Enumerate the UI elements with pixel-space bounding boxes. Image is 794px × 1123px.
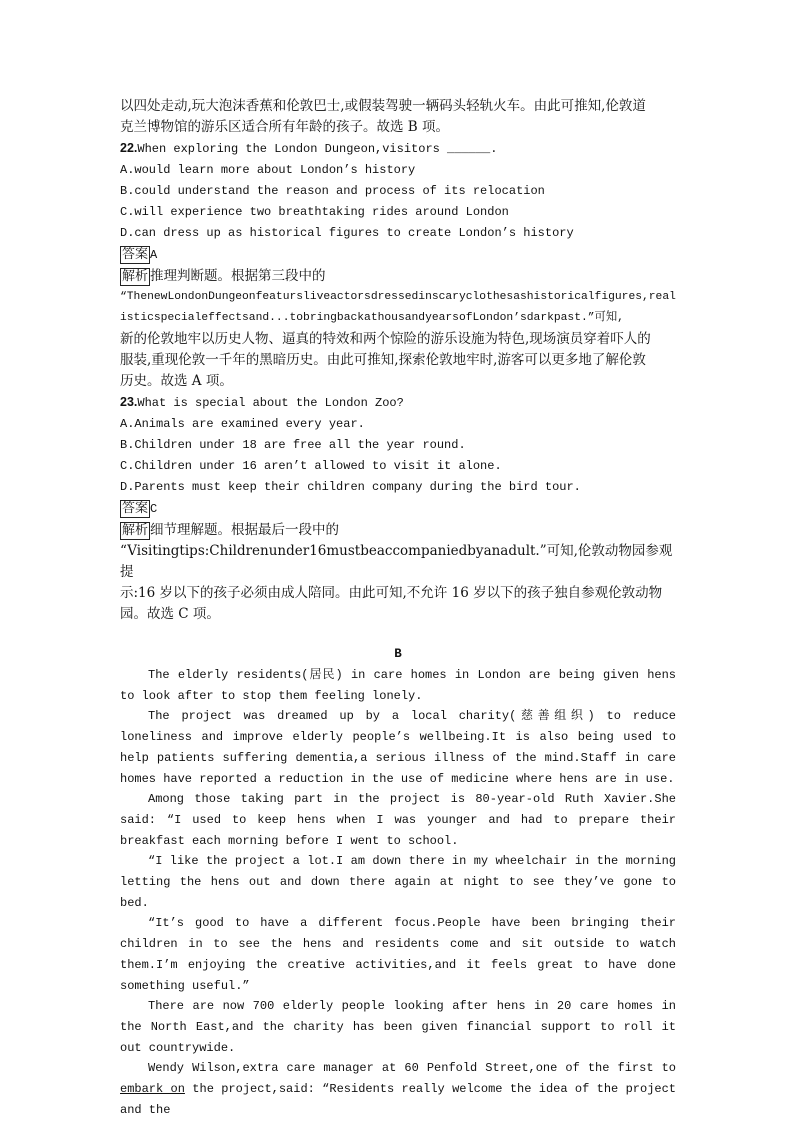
passage-paragraph: The project was dreamed up by a local charity(慈善组织) to reduce loneliness and improve elderly people’s wellbeing.It is also being used to help patients suffering dementia,a serious illness of the mind.Staff in care homes have reported a reduction in the use of medicine where hens are in use.	[120, 709, 676, 786]
intro-explanation	[120, 96, 676, 138]
analysis-line: 历史。故选 A 项。	[120, 373, 233, 389]
analysis-line: 示:16 岁以下的孩子必须由成人陪同。由此可知,不允许 16 岁以下的孩子独自参观伦敦动物	[120, 585, 663, 601]
question-number: 23.	[120, 395, 138, 409]
passage-text: the project,said: “Residents really welcome the idea of the project and the	[120, 1082, 676, 1117]
option-d: D.Parents must keep their children company during the bird tour.	[120, 480, 581, 494]
option-a: A.would learn more about London’s history	[120, 163, 416, 177]
passage-b	[120, 665, 676, 1120]
analysis-line: 服装,重现伦敦一千年的黑暗历史。由此可推知,探索伦敦地牢时,游客可以更多地了解伦敦	[120, 352, 646, 368]
analysis-head: 细节理解题。根据最后一段中的	[150, 522, 340, 538]
analysis-line: 新的伦敦地牢以历史人物、逼真的特效和两个惊险的游乐设施为特色,现场演员穿着吓人的	[120, 331, 651, 347]
analysis-tag: 解析	[122, 269, 149, 284]
passage-paragraph: Among those taking part in the project is 80-year-old Ruth Xavier.She said: “I used to keep hens when I was younger and had to prepare their breakfast each morning before I went to school.	[120, 792, 676, 848]
document-page	[120, 96, 676, 1120]
option-c: C.will experience two breathtaking rides around London	[120, 205, 509, 219]
passage-paragraph: There are now 700 elderly people looking after hens in 20 care homes in the North East,and the charity has been given financial support to roll it out countrywide.	[120, 999, 676, 1055]
question-23	[120, 392, 676, 625]
answer-value: C	[150, 502, 158, 516]
explanation-line: 克兰博物馆的游乐区适合所有年龄的孩子。故选 B 项。	[120, 119, 450, 135]
option-b: B.could understand the reason and process of its relocation	[120, 184, 545, 198]
underlined-phrase: embark on	[120, 1082, 185, 1097]
analysis-quote: “ThenewLondonDungeonfeatursliveactorsdressedinscaryclothesashistoricalfigures,realisticspecialeffectsand...tobringbackathousandyearsofLondon’sdarkpast.”可知,	[120, 291, 676, 324]
answer-value: A	[150, 248, 158, 262]
option-c: C.Children under 16 aren’t allowed to visit it alone.	[120, 459, 502, 473]
answer-tag: 答案	[122, 247, 149, 262]
passage-paragraph: “I like the project a lot.I am down there in my wheelchair in the morning letting the hens out and down there again at night to see they’ve gone to bed.	[120, 854, 676, 910]
question-stem: When exploring the London Dungeon,visitors ______.	[137, 142, 498, 156]
option-a: A.Animals are examined every year.	[120, 417, 365, 431]
analysis-tag: 解析	[122, 523, 149, 538]
analysis-head: 推理判断题。根据第三段中的	[150, 268, 326, 284]
option-b: B.Children under 18 are free all the year round.	[120, 438, 466, 452]
passage-paragraph: The elderly residents(居民) in care homes in London are being given hens to look after to stop them feeling lonely.	[120, 668, 676, 703]
passage-title: B	[394, 647, 402, 661]
passage-text: Wendy Wilson,extra care manager at 60 Penfold Street,one of the first to	[148, 1061, 676, 1076]
passage-paragraph: “It’s good to have a different focus.People have been bringing their children in to see the hens and residents come and sit outside to watch them.I’m enjoying the creative activities,and it feels great to have done something useful.”	[120, 916, 676, 993]
analysis-line: 园。故选 C 项。	[120, 606, 220, 622]
explanation-line: 以四处走动,玩大泡沫香蕉和伦敦巴士,或假装驾驶一辆码头轻轨火车。由此可推知,伦敦道	[120, 98, 646, 114]
answer-tag: 答案	[122, 501, 149, 516]
question-22	[120, 138, 676, 392]
analysis-quote: “Visitingtips:Childrenunder16mustbeaccompaniedbyanadult.”可知,伦敦动物园参观提	[120, 543, 673, 580]
question-stem: What is special about the London Zoo?	[137, 396, 404, 410]
question-number: 22.	[120, 141, 138, 155]
option-d: D.can dress up as historical figures to create London’s history	[120, 226, 574, 240]
passage-paragraph-last	[120, 1058, 676, 1120]
